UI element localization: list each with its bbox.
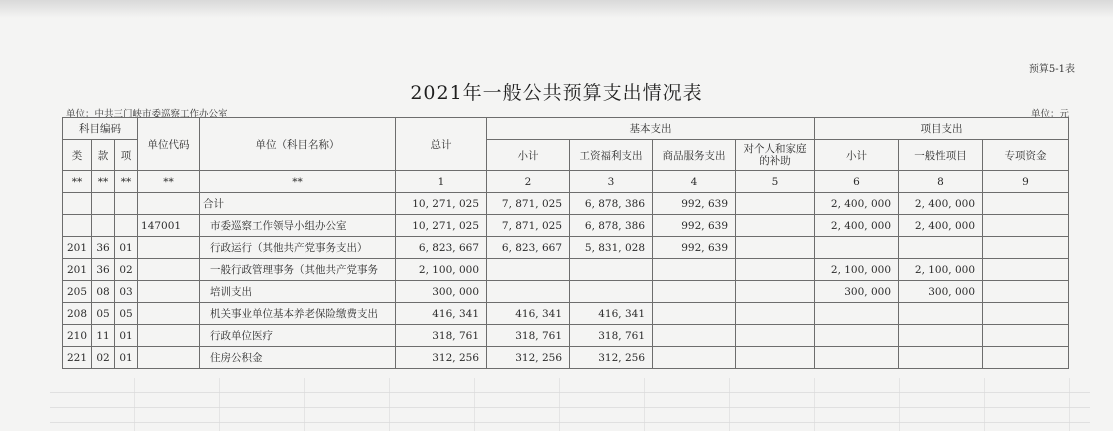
header-project-subtotal: 小计	[815, 140, 899, 171]
wages-cell: 416, 341	[570, 303, 653, 325]
goods-cell: 992, 639	[653, 237, 736, 259]
goods-cell	[653, 259, 736, 281]
lei-cell: 210	[63, 325, 92, 347]
project-subtotal-cell: 300, 000	[815, 281, 899, 303]
index-cell: 2	[487, 171, 570, 193]
header-unit-name: 单位（科目名称）	[200, 118, 396, 171]
unit-name-cell: 市委巡察工作领导小组办公室	[200, 215, 396, 237]
budget-table	[62, 117, 1069, 369]
special-fund-cell	[983, 303, 1069, 325]
unit-name-cell: 住房公积金	[200, 347, 396, 369]
header-special-fund: 专项资金	[983, 140, 1069, 171]
unit-code-cell: 147001	[138, 215, 200, 237]
kuan-cell: 11	[92, 325, 115, 347]
total-cell: 416, 341	[396, 303, 487, 325]
table-row	[63, 259, 1069, 281]
lei-cell	[63, 193, 92, 215]
unit-name-cell: 合计	[200, 193, 396, 215]
index-cell: 8	[899, 171, 983, 193]
project-subtotal-cell	[815, 347, 899, 369]
header-wages: 工资福利支出	[570, 140, 653, 171]
unit-organization: 单位：中共三门峡市委巡察工作办公室	[66, 109, 228, 120]
subsidy-cell	[736, 325, 815, 347]
wages-cell: 6, 878, 386	[570, 193, 653, 215]
kuan-cell: 05	[92, 303, 115, 325]
general-project-cell: 2, 400, 000	[899, 215, 983, 237]
special-fund-cell	[983, 215, 1069, 237]
scan-top-shadow	[0, 0, 1113, 18]
header-xiang: 项	[115, 140, 138, 171]
basic-subtotal-cell: 416, 341	[487, 303, 570, 325]
header-unit-code: 单位代码	[138, 118, 200, 171]
kuan-cell: 08	[92, 281, 115, 303]
page-title: 2021年一般公共预算支出情况表	[410, 82, 703, 104]
special-fund-cell	[983, 259, 1069, 281]
unit-code-cell	[138, 193, 200, 215]
project-subtotal-cell	[815, 237, 899, 259]
wages-cell: 312, 256	[570, 347, 653, 369]
project-subtotal-cell	[815, 325, 899, 347]
total-cell: 2, 100, 000	[396, 259, 487, 281]
wages-cell	[570, 259, 653, 281]
total-cell: 300, 000	[396, 281, 487, 303]
general-project-cell	[899, 303, 983, 325]
unit-code-cell	[138, 281, 200, 303]
unit-name-cell: 行政运行（其他共产党事务支出）	[200, 237, 396, 259]
basic-subtotal-cell	[487, 281, 570, 303]
header-goods: 商品服务支出	[653, 140, 736, 171]
lei-cell: 221	[63, 347, 92, 369]
unit-code-cell	[138, 237, 200, 259]
index-cell: 4	[653, 171, 736, 193]
wages-cell	[570, 281, 653, 303]
xiang-cell: 05	[115, 303, 138, 325]
header-basic: 基本支出	[487, 118, 815, 140]
lei-cell	[63, 215, 92, 237]
special-fund-cell	[983, 193, 1069, 215]
special-fund-cell	[983, 237, 1069, 259]
index-cell: 9	[983, 171, 1069, 193]
goods-cell	[653, 303, 736, 325]
table-row	[63, 325, 1069, 347]
special-fund-cell	[983, 325, 1069, 347]
header-subject-code: 科目编码	[63, 118, 138, 140]
unit-name-cell: 行政单位医疗	[200, 325, 396, 347]
total-cell: 318, 761	[396, 325, 487, 347]
subsidy-cell	[736, 259, 815, 281]
index-cell: **	[92, 171, 115, 193]
index-cell: 1	[396, 171, 487, 193]
general-project-cell: 2, 100, 000	[899, 259, 983, 281]
lei-cell: 208	[63, 303, 92, 325]
table-row	[63, 193, 1069, 215]
header-lei: 类	[63, 140, 92, 171]
header-subsidy: 对个人和家庭的补助	[736, 140, 815, 171]
index-cell: 3	[570, 171, 653, 193]
general-project-cell	[899, 325, 983, 347]
lei-cell: 201	[63, 237, 92, 259]
subsidy-cell	[736, 237, 815, 259]
table-row	[63, 347, 1069, 369]
goods-cell	[653, 347, 736, 369]
subsidy-cell	[736, 215, 815, 237]
xiang-cell: 02	[115, 259, 138, 281]
general-project-cell: 300, 000	[899, 281, 983, 303]
xiang-cell: 01	[115, 347, 138, 369]
subsidy-cell	[736, 303, 815, 325]
wages-cell: 6, 878, 386	[570, 215, 653, 237]
table-row	[63, 281, 1069, 303]
kuan-cell	[92, 193, 115, 215]
header-basic-subtotal: 小计	[487, 140, 570, 171]
goods-cell: 992, 639	[653, 193, 736, 215]
general-project-cell	[899, 237, 983, 259]
general-project-cell: 2, 400, 000	[899, 193, 983, 215]
table-row	[63, 237, 1069, 259]
xiang-cell: 03	[115, 281, 138, 303]
goods-cell: 992, 639	[653, 215, 736, 237]
general-project-cell	[899, 347, 983, 369]
basic-subtotal-cell: 312, 256	[487, 347, 570, 369]
kuan-cell: 36	[92, 237, 115, 259]
xiang-cell	[115, 193, 138, 215]
unit-code-cell	[138, 259, 200, 281]
form-number: 预算5-1表	[1028, 64, 1075, 75]
unit-name-cell: 培训支出	[200, 281, 396, 303]
index-cell: 6	[815, 171, 899, 193]
table-row	[63, 303, 1069, 325]
total-cell: 10, 271, 025	[396, 215, 487, 237]
goods-cell	[653, 325, 736, 347]
basic-subtotal-cell: 7, 871, 025	[487, 215, 570, 237]
unit-currency: 单位：元	[1030, 109, 1069, 120]
index-cell: **	[200, 171, 396, 193]
bleed-through-columns	[50, 378, 1090, 431]
table-row	[63, 215, 1069, 237]
header-general-project: 一般性项目	[899, 140, 983, 171]
total-cell: 6, 823, 667	[396, 237, 487, 259]
subsidy-cell	[736, 193, 815, 215]
index-cell: **	[138, 171, 200, 193]
subsidy-cell	[736, 281, 815, 303]
lei-cell: 201	[63, 259, 92, 281]
index-cell: **	[63, 171, 92, 193]
special-fund-cell	[983, 347, 1069, 369]
basic-subtotal-cell: 6, 823, 667	[487, 237, 570, 259]
header-project: 项目支出	[815, 118, 1069, 140]
subsidy-cell	[736, 347, 815, 369]
kuan-cell: 36	[92, 259, 115, 281]
basic-subtotal-cell: 7, 871, 025	[487, 193, 570, 215]
unit-code-cell	[138, 325, 200, 347]
unit-name-cell: 机关事业单位基本养老保险缴费支出	[200, 303, 396, 325]
project-subtotal-cell: 2, 400, 000	[815, 215, 899, 237]
project-subtotal-cell: 2, 400, 000	[815, 193, 899, 215]
lei-cell: 205	[63, 281, 92, 303]
total-cell: 10, 271, 025	[396, 193, 487, 215]
unit-code-cell	[138, 303, 200, 325]
unit-name-cell: 一般行政管理事务（其他共产党事务	[200, 259, 396, 281]
wages-cell: 318, 761	[570, 325, 653, 347]
special-fund-cell	[983, 281, 1069, 303]
xiang-cell	[115, 215, 138, 237]
xiang-cell: 01	[115, 325, 138, 347]
kuan-cell: 02	[92, 347, 115, 369]
index-cell: **	[115, 171, 138, 193]
wages-cell: 5, 831, 028	[570, 237, 653, 259]
total-cell: 312, 256	[396, 347, 487, 369]
index-cell: 5	[736, 171, 815, 193]
project-subtotal-cell	[815, 303, 899, 325]
xiang-cell: 01	[115, 237, 138, 259]
basic-subtotal-cell	[487, 259, 570, 281]
kuan-cell	[92, 215, 115, 237]
basic-subtotal-cell: 318, 761	[487, 325, 570, 347]
header-total: 总计	[396, 118, 487, 171]
goods-cell	[653, 281, 736, 303]
header-kuan: 款	[92, 140, 115, 171]
unit-code-cell	[138, 347, 200, 369]
project-subtotal-cell: 2, 100, 000	[815, 259, 899, 281]
